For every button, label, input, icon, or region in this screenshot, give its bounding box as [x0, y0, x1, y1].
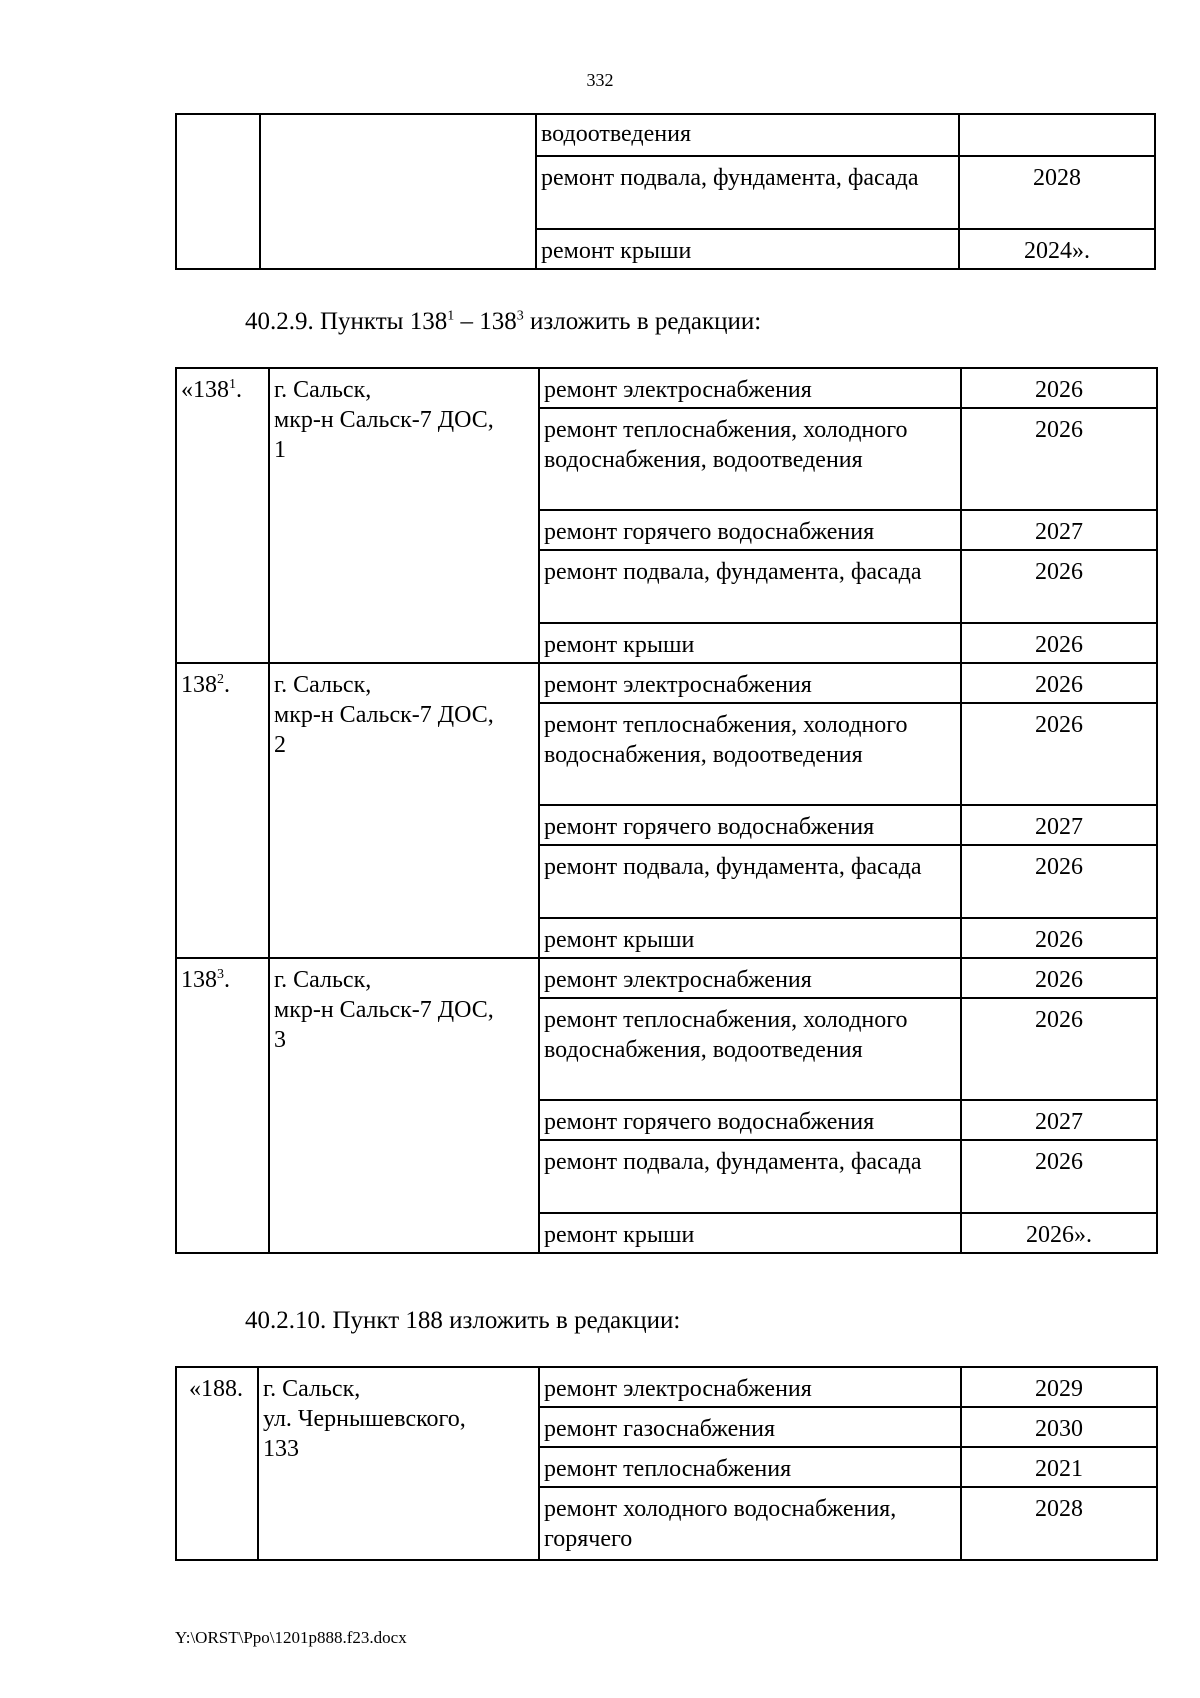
year-cell: 2026	[961, 623, 1157, 663]
year-cell	[959, 114, 1155, 156]
item-number: 138	[181, 672, 217, 698]
items-138-table	[175, 367, 1158, 1254]
work-cell: ремонт крыши	[539, 918, 961, 958]
address-cell	[258, 1367, 539, 1560]
address-line: г. Сальск,	[274, 377, 372, 403]
table-row	[176, 368, 1157, 408]
number-cell	[176, 958, 269, 1253]
item-188-table-body	[176, 1367, 1157, 1560]
year-cell: 2027	[961, 1100, 1157, 1140]
year-cell: 2028	[959, 156, 1155, 229]
number-cell: «188.	[176, 1367, 258, 1560]
work-cell: ремонт теплоснабжения, холодного водоснабжения, водоотведения	[539, 408, 961, 510]
year-cell: 2030	[961, 1407, 1157, 1447]
work-cell: ремонт газоснабжения	[539, 1407, 961, 1447]
number-cell	[176, 368, 269, 663]
work-cell: ремонт теплоснабжения	[539, 1447, 961, 1487]
work-cell: ремонт электроснабжения	[539, 663, 961, 703]
address-cell	[269, 663, 539, 958]
table-row	[176, 958, 1157, 998]
table-row	[176, 1367, 1157, 1407]
year-cell: 2027	[961, 510, 1157, 550]
paragraph-text: – 138	[454, 308, 517, 335]
work-cell: водоотведения	[536, 114, 959, 156]
work-cell: ремонт крыши	[539, 1213, 961, 1253]
item-188-table	[175, 1366, 1158, 1561]
year-cell: 2026	[961, 663, 1157, 703]
address-line: г. Сальск,	[263, 1376, 361, 1402]
address-line: мкр-н Сальск-7 ДОС,	[274, 997, 494, 1023]
superscript: 2	[217, 672, 224, 687]
table-row	[176, 114, 1155, 156]
address-line: ул. Чернышевского,	[263, 1406, 466, 1432]
address-line: мкр-н Сальск-7 ДОС,	[274, 407, 494, 433]
superscript: 1	[447, 308, 455, 324]
superscript: 3	[217, 967, 224, 982]
year-cell: 2029	[961, 1367, 1157, 1407]
paragraph-40-2-9	[245, 307, 761, 337]
year-cell: 2026	[961, 1140, 1157, 1213]
number-cell	[176, 663, 269, 958]
work-cell: ремонт теплоснабжения, холодного водоснабжения, водоотведения	[539, 998, 961, 1100]
address-line: мкр-н Сальск-7 ДОС,	[274, 702, 494, 728]
year-cell: 2026».	[961, 1213, 1157, 1253]
address-line: 1	[274, 437, 286, 463]
address-line: г. Сальск,	[274, 967, 372, 993]
work-cell: ремонт горячего водоснабжения	[539, 1100, 961, 1140]
continuation-table	[175, 113, 1156, 270]
work-cell: ремонт подвала, фундамента, фасада	[539, 1140, 961, 1213]
item-number-suffix: .	[224, 672, 230, 698]
year-cell: 2026	[961, 703, 1157, 805]
address-line: 2	[274, 732, 286, 758]
year-cell: 2026	[961, 918, 1157, 958]
address-line: г. Сальск,	[274, 672, 372, 698]
item-number: «138	[181, 377, 229, 403]
work-cell: ремонт подвала, фундамента, фасада	[536, 156, 959, 229]
file-path-footer: Y:\ORST\Ppo\1201p888.f23.docx	[175, 1628, 407, 1647]
work-cell: ремонт теплоснабжения, холодного водоснабжения, водоотведения	[539, 703, 961, 805]
work-cell: ремонт горячего водоснабжения	[539, 510, 961, 550]
work-cell: ремонт электроснабжения	[539, 368, 961, 408]
page-number: 332	[586, 70, 614, 90]
continuation-table-body	[176, 114, 1155, 269]
paragraph-text: изложить в редакции:	[523, 308, 762, 335]
work-cell: ремонт подвала, фундамента, фасада	[539, 845, 961, 918]
work-cell: ремонт крыши	[539, 623, 961, 663]
table-row	[176, 663, 1157, 703]
year-cell: 2026	[961, 550, 1157, 623]
item-number: 138	[181, 967, 217, 993]
work-cell: ремонт холодного водоснабжения, горячего	[539, 1487, 961, 1560]
year-cell: 2026	[961, 845, 1157, 918]
address-cell	[269, 958, 539, 1253]
year-cell: 2027	[961, 805, 1157, 845]
year-cell: 2026	[961, 958, 1157, 998]
work-cell: ремонт электроснабжения	[539, 958, 961, 998]
year-cell: 2026	[961, 998, 1157, 1100]
year-cell: 2021	[961, 1447, 1157, 1487]
number-cell	[176, 114, 260, 269]
work-cell: ремонт подвала, фундамента, фасада	[539, 550, 961, 623]
superscript: 1	[229, 377, 236, 392]
item-number-suffix: .	[224, 967, 230, 993]
year-cell: 2026	[961, 368, 1157, 408]
address-line: 133	[263, 1436, 299, 1462]
work-cell: ремонт горячего водоснабжения	[539, 805, 961, 845]
work-cell: ремонт крыши	[536, 229, 959, 269]
paragraph-40-2-10: 40.2.10. Пункт 188 изложить в редакции:	[245, 1307, 681, 1334]
paragraph-text: 40.2.9. Пункты 138	[245, 308, 448, 335]
address-line: 3	[274, 1027, 286, 1053]
work-cell: ремонт электроснабжения	[539, 1367, 961, 1407]
superscript: 3	[516, 308, 524, 324]
year-cell: 2026	[961, 408, 1157, 510]
year-cell: 2028	[961, 1487, 1157, 1560]
year-cell: 2024».	[959, 229, 1155, 269]
address-cell	[269, 368, 539, 663]
address-cell	[260, 114, 536, 269]
item-number-suffix: .	[236, 377, 242, 403]
items-138-table-body	[176, 368, 1157, 1253]
